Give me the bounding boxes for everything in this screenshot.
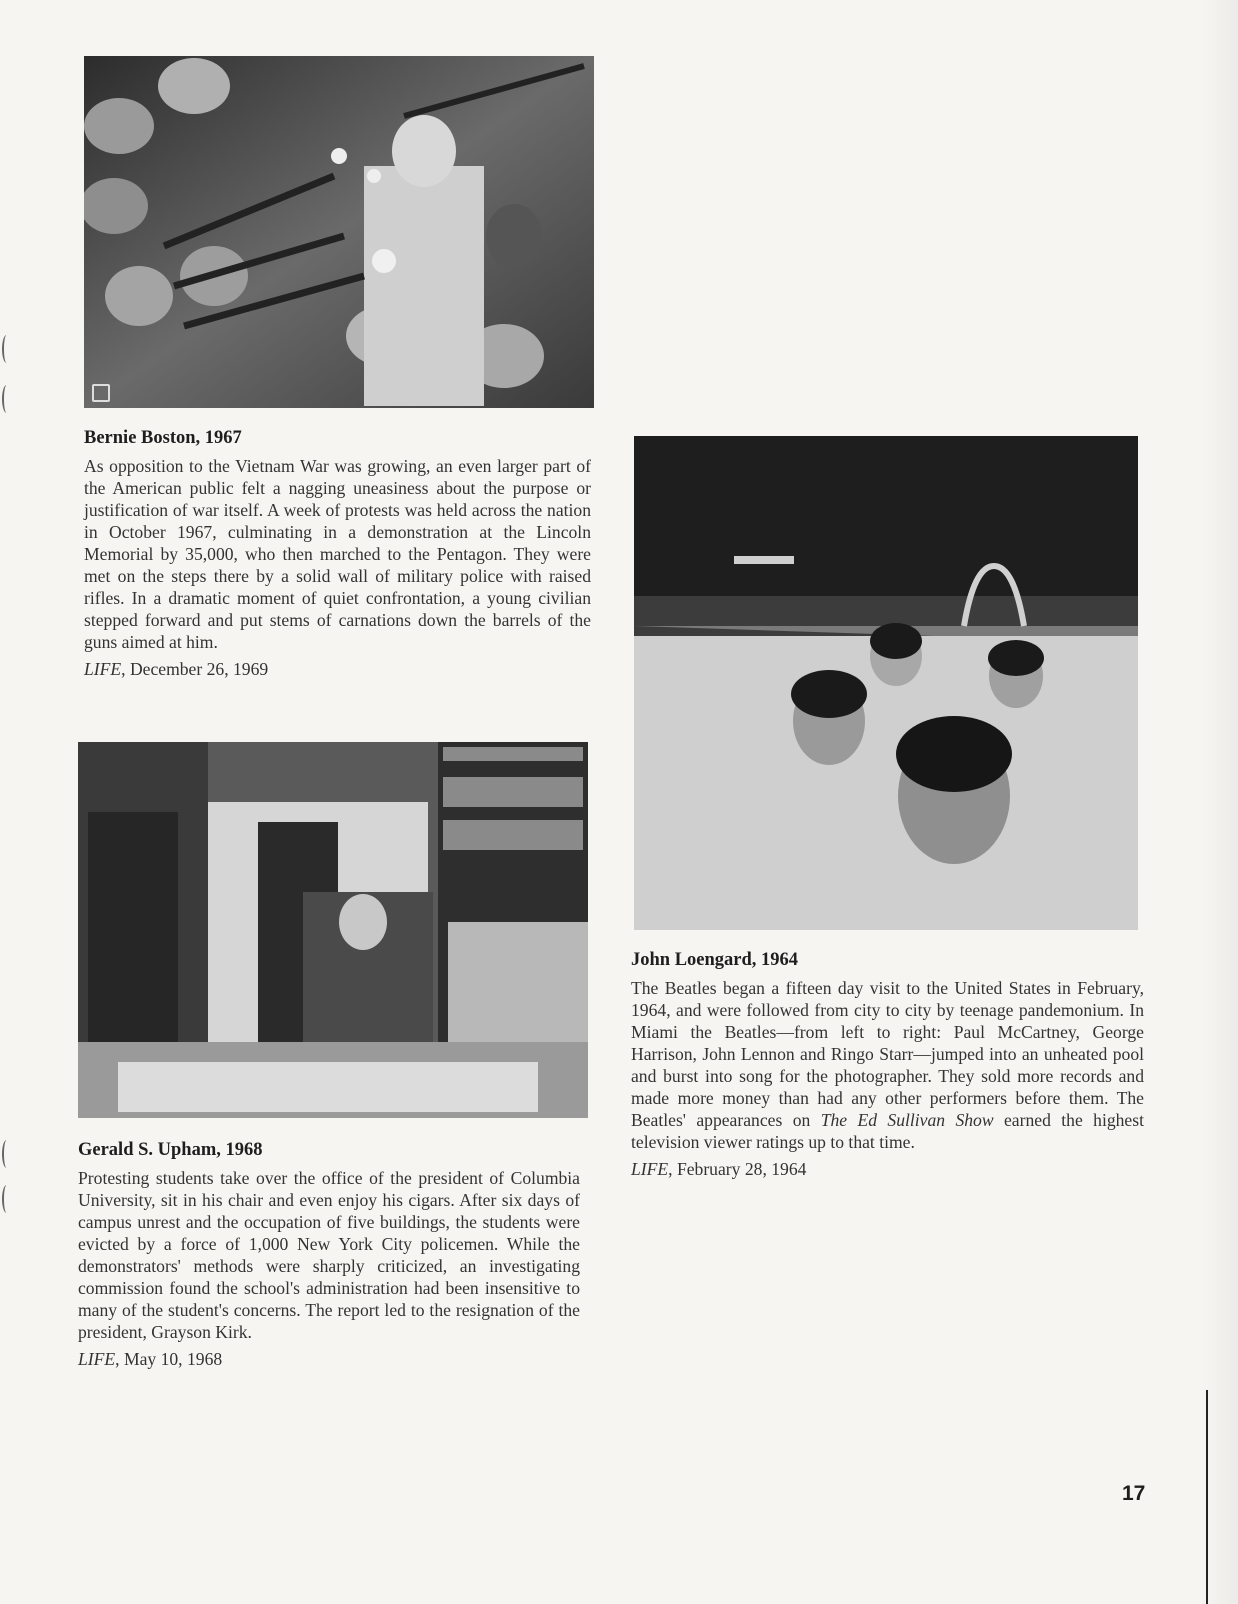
source-magazine: LIFE xyxy=(84,659,122,679)
page-edge-shadow xyxy=(1202,0,1238,1604)
source-date: , February 28, 1964 xyxy=(668,1159,807,1179)
source-magazine: LIFE xyxy=(78,1349,116,1369)
show-title: The Ed Sullivan Show xyxy=(820,1110,994,1130)
binding-mark xyxy=(2,1140,11,1168)
caption-text: As opposition to the Vietnam War was growing, an even larger part of the American public felt a nagging uneasiness about the purpose or justification of war itself. A week of protests was held across the nation in October 1967, culminating in a demonstration at the Lincoln Memorial by 35,000, who then marched to the Pentagon. They were met on the steps there by a solid wall of military police with raised rifles. In a dramatic moment of quiet confrontation, a young civilian stepped forward and put stems of carnations down the barrels of the guns aimed at him. xyxy=(84,456,591,652)
page-edge-rule xyxy=(1206,1390,1208,1604)
caption-loengard xyxy=(631,950,1144,1180)
photo-watermark-icon xyxy=(92,384,110,402)
source-line xyxy=(78,1349,580,1370)
source-magazine: LIFE xyxy=(631,1159,669,1179)
caption-upham xyxy=(78,1140,580,1370)
source-line xyxy=(631,1159,1144,1180)
photographer-name: Bernie Boston, 1967 xyxy=(84,428,242,448)
protest-photo xyxy=(84,56,594,408)
binding-mark xyxy=(2,335,11,363)
caption-text-before: The Beatles began a fifteen day visit to the United States in February, 1964, and were followed from city to city by teenage pandemonium. In Miami the Beatles—from left to right: Paul McCartney, George Harrison, John Lennon and Ringo Starr—jumped into an unheated pool and burst into song for the photographer. They sold more records and made more money than had any other performers before them. The Beatles' appearances on xyxy=(631,978,1144,1130)
source-date: , May 10, 1968 xyxy=(115,1349,223,1369)
source-date: , December 26, 1969 xyxy=(121,659,269,679)
source-line xyxy=(84,659,591,680)
columbia-office-photo xyxy=(78,742,588,1118)
page-number: 17 xyxy=(1122,1482,1146,1505)
binding-mark xyxy=(2,385,11,413)
caption-text: Protesting students take over the office of the president of Columbia University, sit in his chair and even enjoy his cigars. After six days of campus unrest and the occupation of five buildings, the students were evicted by a force of 1,000 New York City policemen. While the demonstrators' methods were sharply criticized, an investigating commission found the school's administration had been insensitive to many of the student's concerns. The report led to the resignation of the president, Grayson Kirk. xyxy=(78,1168,580,1342)
photographer-name: John Loengard, 1964 xyxy=(631,950,799,970)
caption-text xyxy=(631,977,1144,1153)
beatles-pool-photo xyxy=(634,436,1138,930)
binding-mark xyxy=(2,1185,11,1213)
caption-boston xyxy=(84,428,591,680)
photographer-name: Gerald S. Upham, 1968 xyxy=(78,1140,263,1160)
caption-text-after: earned the highest television viewer ratings up to that time. xyxy=(631,1110,1144,1152)
